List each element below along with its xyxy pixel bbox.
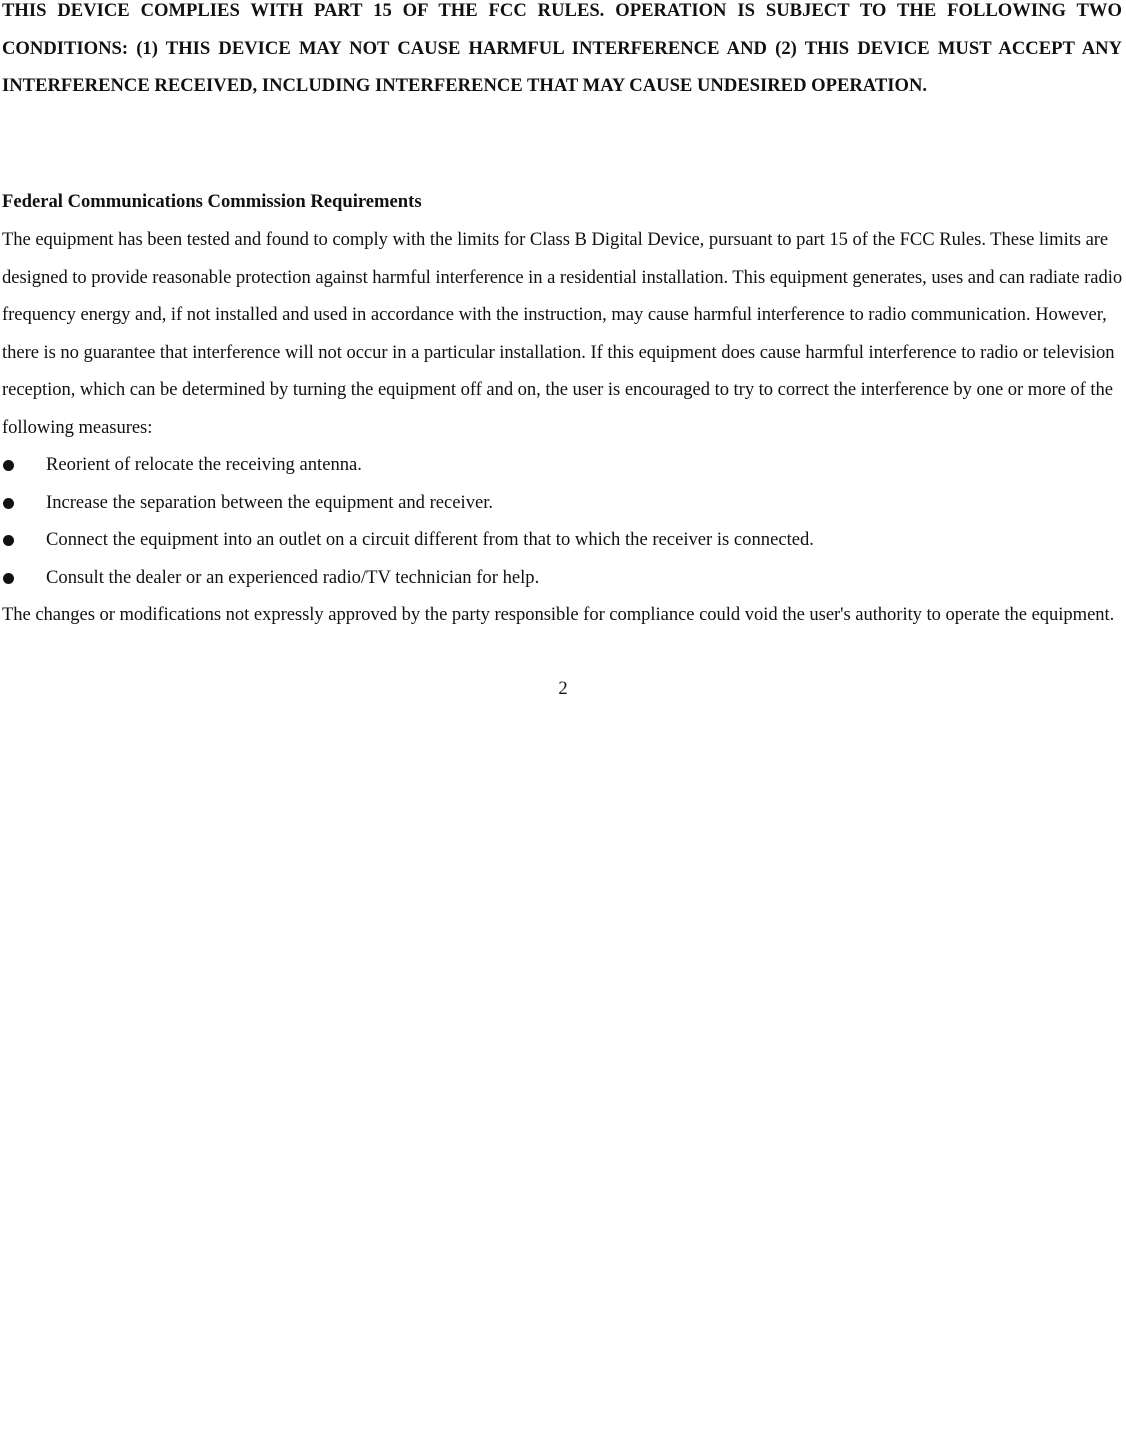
- list-item: [2, 446, 1126, 484]
- measure-text: Increase the separation between the equipment and receiver.: [46, 491, 494, 513]
- list-item: [2, 484, 1126, 522]
- intro-paragraph: The equipment has been tested and found to comply with the limits for Class B Digital Device, pursuant to part 15 of the FCC Rules. These limits are designed to provide reasonable protection against harmful interference in a residential installation. This equipment generates, uses and can radiate radio frequency energy and, if not installed and used in accordance with the instruction, may cause harmful interference to radio communication. However, there is no guarantee that interference will not occur in a particular installation. If this equipment does cause harmful interference to radio or television reception, which can be determined by turning the equipment off and on, the user is encouraged to try to correct the interference by one or more of the following measures:: [2, 229, 1123, 438]
- measure-text: Consult the dealer or an experienced radio/TV technician for help.: [46, 566, 540, 588]
- page-number: 2: [558, 678, 568, 699]
- list-item: [2, 521, 1126, 559]
- section-heading: Federal Communications Commission Requirements: [2, 191, 422, 212]
- measure-text: Connect the equipment into an outlet on a circuit different from that to which the receiver is connected.: [46, 529, 814, 550]
- bullet-icon: [3, 460, 14, 471]
- measure-text: Reorient of relocate the receiving antenna.: [46, 454, 362, 475]
- list-item: [2, 559, 1126, 597]
- bullet-icon: [3, 498, 14, 509]
- closing-paragraph: The changes or modifications not expressly approved by the party responsible for compliance could void the user's authority to operate the equipment.: [2, 604, 1115, 625]
- bullet-icon: [3, 573, 14, 584]
- section-body: [2, 221, 1126, 634]
- bullet-icon: [3, 535, 14, 546]
- fcc-compliance-warning: THIS DEVICE COMPLIES WITH PART 15 OF THE FCC RULES. OPERATION IS SUBJECT TO THE FOLLOWING TWO CONDITIONS: (1) THIS DEVICE MAY NOT CAUSE HARMFUL INTERFERENCE AND (2) THIS DEVICE MUST ACCEPT ANY INTERFERENCE RECEIVED, INCLUDING INTERFERENCE THAT MAY CAUSE UNDESIRED OPERATION.: [2, 0, 1122, 96]
- document-page: [2, 0, 1123, 625]
- measures-list: [2, 446, 1126, 596]
